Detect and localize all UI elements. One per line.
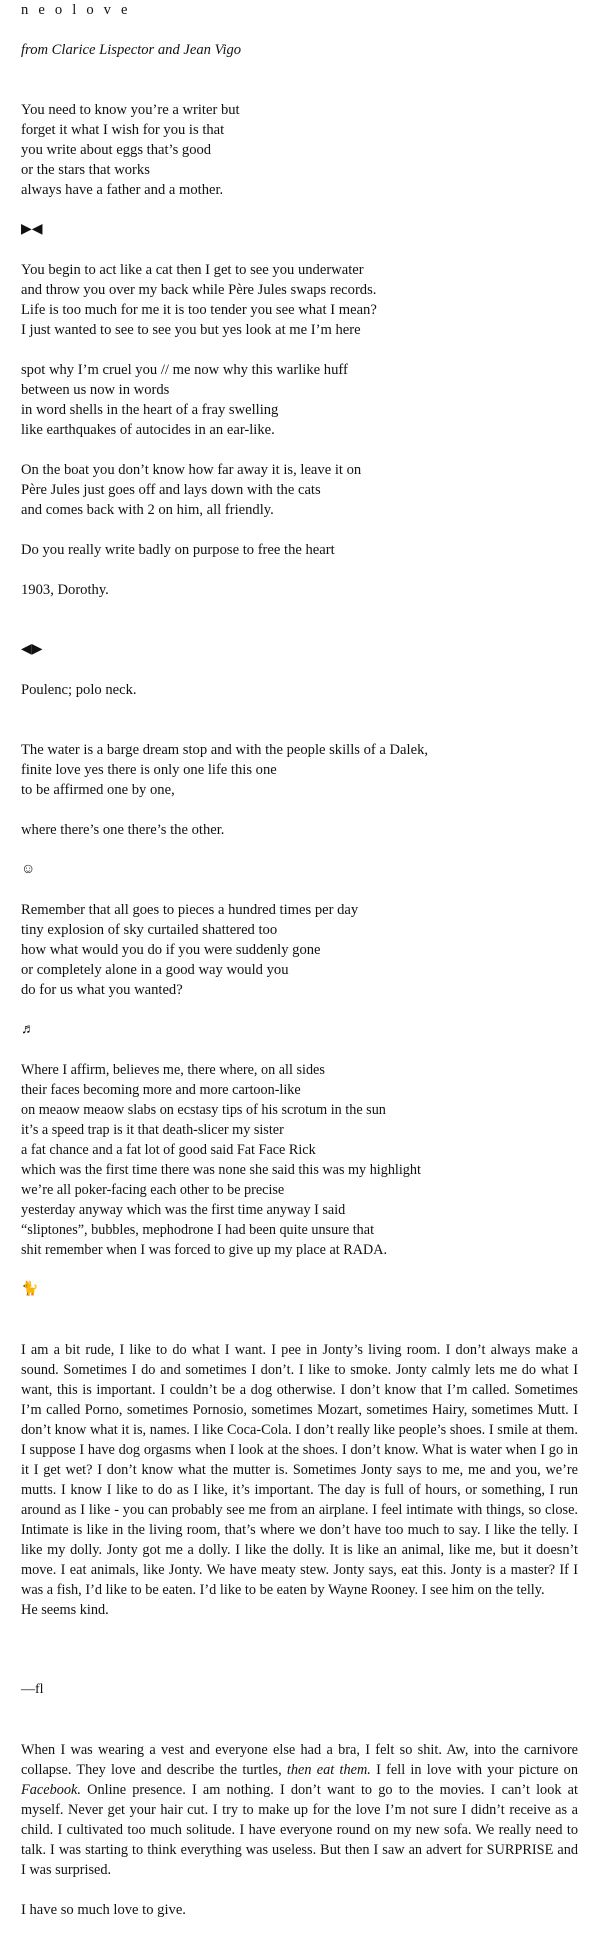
stanza-3 (21, 360, 348, 440)
stanza-5 (21, 740, 428, 800)
line-free-the-heart: Do you really write badly on purpose to free the heart (21, 542, 335, 558)
line-dorothy: 1903, Dorothy. (21, 582, 109, 598)
stanza-line: On the boat you don’t know how far away it is, leave it on (21, 462, 362, 478)
stanza-line: like earthquakes of autocides in an ear-like. (21, 422, 275, 438)
stanza-line: or the stars that works (21, 162, 150, 178)
vest-text-a: When I was wearing a vest and everyone else had a bra, I felt so shit. Aw, into the carnivore collapse. They love and describe the turtles, (21, 1742, 578, 1778)
stanza-line: and comes back with 2 on him, all friendly. (21, 502, 274, 518)
vest-text-emphasis: then eat them. (286, 1762, 371, 1778)
stanza-line: I just wanted to see to see you but yes look at me I’m here (21, 322, 361, 338)
stanza-line: tiny explosion of sky curtailed shattered too (21, 922, 278, 938)
fl-divider: —fl (21, 1682, 44, 1697)
final-line: I have so much love to give. (21, 1902, 186, 1918)
stanza-2 (21, 260, 377, 340)
stanza-line: between us now in words (21, 382, 170, 398)
vest-paragraph (21, 1740, 578, 1880)
stanza-line: forget it what I wish for you is that (21, 122, 225, 138)
music-notes-icon: ♬ (21, 1022, 35, 1037)
stanza-line: shit remember when I was forced to give up my place at RADA. (21, 1242, 388, 1258)
bowtie-divider-icon: ▶◀ (21, 222, 43, 237)
line-poulenc: Poulenc; polo neck. (21, 682, 137, 698)
stanza-line: in word shells in the heart of a fray swelling (21, 402, 279, 418)
stanza-line: Remember that all goes to pieces a hundred times per day (21, 902, 359, 918)
stanza-line: you write about eggs that’s good (21, 142, 212, 158)
dog-monologue-last-line: He seems kind. (21, 1602, 109, 1618)
stanza-6 (21, 900, 358, 1000)
stanza-line: and throw you over my back while Père Jules swaps records. (21, 282, 377, 298)
stanza-line: The water is a barge dream stop and with the people skills of a Dalek, (21, 742, 429, 758)
line-the-other: where there’s one there’s the other. (21, 822, 225, 838)
vest-text-c: I fell in love with your picture on (376, 1762, 578, 1778)
reverse-bowtie-divider-icon: ◀▶ (21, 642, 43, 657)
stanza-line: You begin to act like a cat then I get to see you underwater (21, 262, 364, 278)
cat-icon: 🐈 (21, 1282, 39, 1297)
dog-monologue-paragraph (21, 1340, 578, 1620)
stanza-4 (21, 460, 361, 520)
smiley-face-icon: ☺ (21, 862, 36, 877)
stanza-line: on meaow meaow slabs on ecstasy tips of his scrotum in the sun (21, 1102, 386, 1118)
stanza-line: Père Jules just goes off and lays down with the cats (21, 482, 321, 498)
stanza-line: spot why I’m cruel you // me now why this warlike huff (21, 362, 348, 378)
stanza-line: to be affirmed one by one, (21, 782, 175, 798)
stanza-line: which was the first time there was none she said this was my highlight (21, 1162, 421, 1178)
stanza-line: or completely alone in a good way would you (21, 962, 289, 978)
dog-monologue-text: I am a bit rude, I like to do what I want. I pee in Jonty’s living room. I don’t always make a sound. Sometimes I do and sometimes I don’t. I like to smoke. Jonty calmly lets me do what I want, this is important. I couldn’t be a dog otherwise. I don’t know that I’m called. Sometimes I’m called Porno, sometimes Pornosio, sometimes Mozart, sometimes Hairy, sometimes Mutt. I don’t know what it is, names. I like Coca-Cola. I don’t really like people’s shoes. I smile at them. I suppose I have dog orgasms when I look at the shoes. I don’t know. What is water when I go in it I get wet? I don’t know what the mutter is. Sometimes Jonty says to me, me and you, we’re mutts. I know I like to do as I like, it’s important. The day is full of hours, or something, I run around as I like - you can probably see me from an airplane. I feel intimate with things, so close. Intimate is like in the living room, that’s where we don’t have too much to say. I like the telly. I like my dolly. Jonty got me a dolly. I like the dolly. It is like an animal, like me, but it doesn’t move. I eat animals, like Jonty. We have meaty stew. Jonty says, eat this. Jonty is a master? If I was a fish, I’d like to be eaten. I’d like to be eaten by Wayne Rooney. I see him on the telly. (21, 1342, 578, 1598)
vest-text-e: Online presence. I am nothing. I don’t want to go to the movies. I can’t look at myself. Never get your hair cut. I try to make up for the love I’m not sure I didn’t receive as a child. I cultivated too much solitude. I have everyone round on my new sofa. We really need to talk. I was starting to think everything was useless. But then I saw an advert for SURPRISE and I was surprised. (21, 1782, 578, 1878)
stanza-line: “sliptones”, bubbles, mephodrone I had been quite unsure that (21, 1222, 375, 1238)
stanza-line: You need to know you’re a writer but (21, 102, 240, 118)
stanza-line: it’s a speed trap is it that death-slicer my sister (21, 1122, 284, 1138)
stanza-line: Life is too much for me it is too tender you see what I mean? (21, 302, 377, 318)
stanza-line: always have a father and a mother. (21, 182, 224, 198)
stanza-line: we’re all poker-facing each other to be precise (21, 1182, 285, 1198)
stanza-line: Where I affirm, believes me, there where, on all sides (21, 1062, 325, 1078)
poem-title: n e o l o v e (21, 2, 131, 18)
stanza-line: do for us what you wanted? (21, 982, 183, 998)
poem-subtitle: from Clarice Lispector and Jean Vigo (21, 42, 242, 58)
stanza-1 (21, 100, 240, 200)
stanza-line: yesterday anyway which was the first time anyway I said (21, 1202, 346, 1218)
stanza-line: their faces becoming more and more cartoon-like (21, 1082, 301, 1098)
stanza-7 (21, 1060, 421, 1260)
vest-text-facebook: Facebook. (21, 1782, 81, 1798)
stanza-line: how what would you do if you were suddenly gone (21, 942, 321, 958)
stanza-line: finite love yes there is only one life this one (21, 762, 277, 778)
stanza-line: a fat chance and a fat lot of good said Fat Face Rick (21, 1142, 316, 1158)
